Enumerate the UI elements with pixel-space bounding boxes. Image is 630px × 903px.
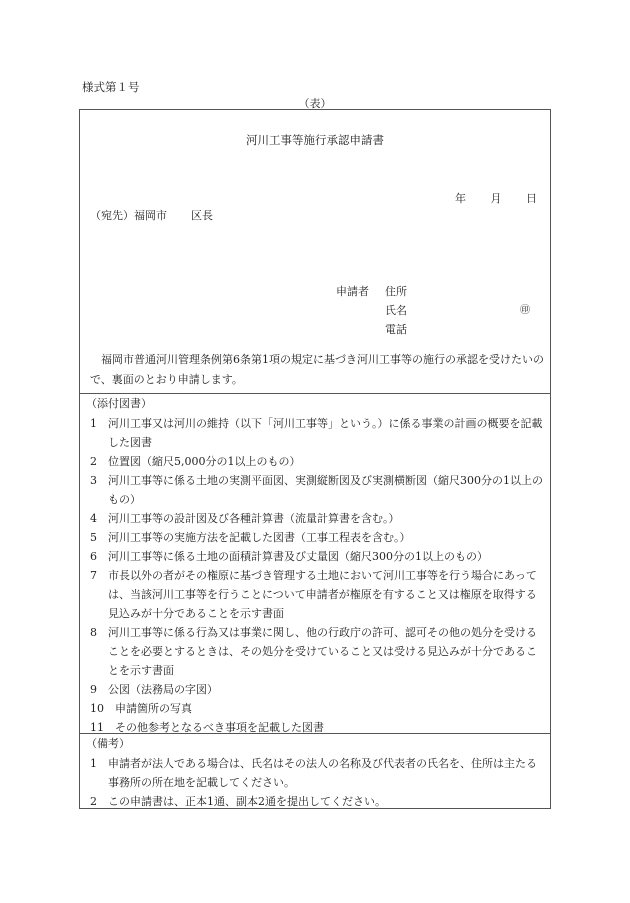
name-label: 氏名 [385, 304, 407, 317]
application-statement: 福岡市普通河川管理条例第6条第1項の規定に基づき河川工事等の施行の承認を受けたいので、裏面のとおり申請します。 [90, 353, 544, 386]
phone-label: 電話 [385, 323, 407, 336]
attachment-item: 3 河川工事等に係る土地の実測平面図、実測縦断図及び実測横断図（縮尺300分の1以上のもの） [90, 474, 543, 506]
attachment-item: 10 申請箇所の写真 [90, 702, 192, 715]
addressee [90, 207, 213, 223]
form-number: 様式第１号 [82, 80, 140, 94]
date-year-label: 年 [455, 192, 466, 205]
date-month-label: 月 [490, 192, 502, 205]
attachment-item: 7 市長以外の者がその権原に基づき管理する土地において河川工事等を行う場合にあっては、当該河川工事等を行うことについて申請者が権原を有すること又は権原を取得する見込みが十分であることを示す書面 [90, 569, 537, 620]
notes-title: （備考） [86, 737, 130, 750]
date-line [455, 190, 537, 206]
attachment-item: 2 位置図（縮尺5,000分の1以上のもの） [90, 455, 301, 468]
note-item: 2 この申請書は、正本1通、副本2通を提出してください。 [90, 795, 386, 808]
application-form [79, 109, 551, 809]
attachment-item: 6 河川工事等に係る土地の面積計算書及び丈量図（縮尺300分の1以上のもの） [90, 550, 488, 563]
addressee-prefix: （宛先）福岡市 [90, 209, 167, 222]
attachment-item: 11 その他参考となるべき事項を記載した図書 [90, 721, 324, 734]
notes-list [90, 754, 544, 811]
applicant-block [336, 282, 407, 339]
attachments-list [90, 414, 544, 737]
applicant-label: 申請者 [336, 285, 369, 298]
side-label: （表） [298, 97, 332, 110]
note-item: 1 申請者が法人である場合は、氏名はその法人の名称及び代表者の氏名を、住所は主たる事務所の所在地を記載してください。 [90, 757, 537, 789]
addressee-suffix: 区長 [191, 209, 213, 222]
attachment-item: 9 公図（法務局の字図） [90, 683, 218, 696]
address-label: 住所 [385, 285, 407, 298]
section-divider [80, 733, 550, 734]
attachment-item: 8 河川工事等に係る行為又は事業に関し、他の行政庁の許可、認可その他の処分を受けることを必要とするときは、その処分を受けていること又は受ける見込みが十分であることを示す書面 [90, 626, 537, 677]
date-day-label: 日 [526, 192, 537, 205]
attachment-item: 4 河川工事等の設計図及び各種計算書（流量計算書を含む。） [90, 512, 400, 525]
attachment-item: 1 河川工事又は河川の維持（以下「河川工事等」という。）に係る事業の計画の概要を記載した図書 [90, 417, 543, 449]
attachments-title: （添付図書） [86, 397, 152, 410]
seal-mark: ㊞ [520, 305, 530, 316]
attachment-item: 5 河川工事等の実施方法を記載した図書（工事工程表を含む。） [90, 531, 411, 544]
section-divider [80, 393, 550, 394]
form-title: 河川工事等施行承認申請書 [246, 133, 384, 147]
